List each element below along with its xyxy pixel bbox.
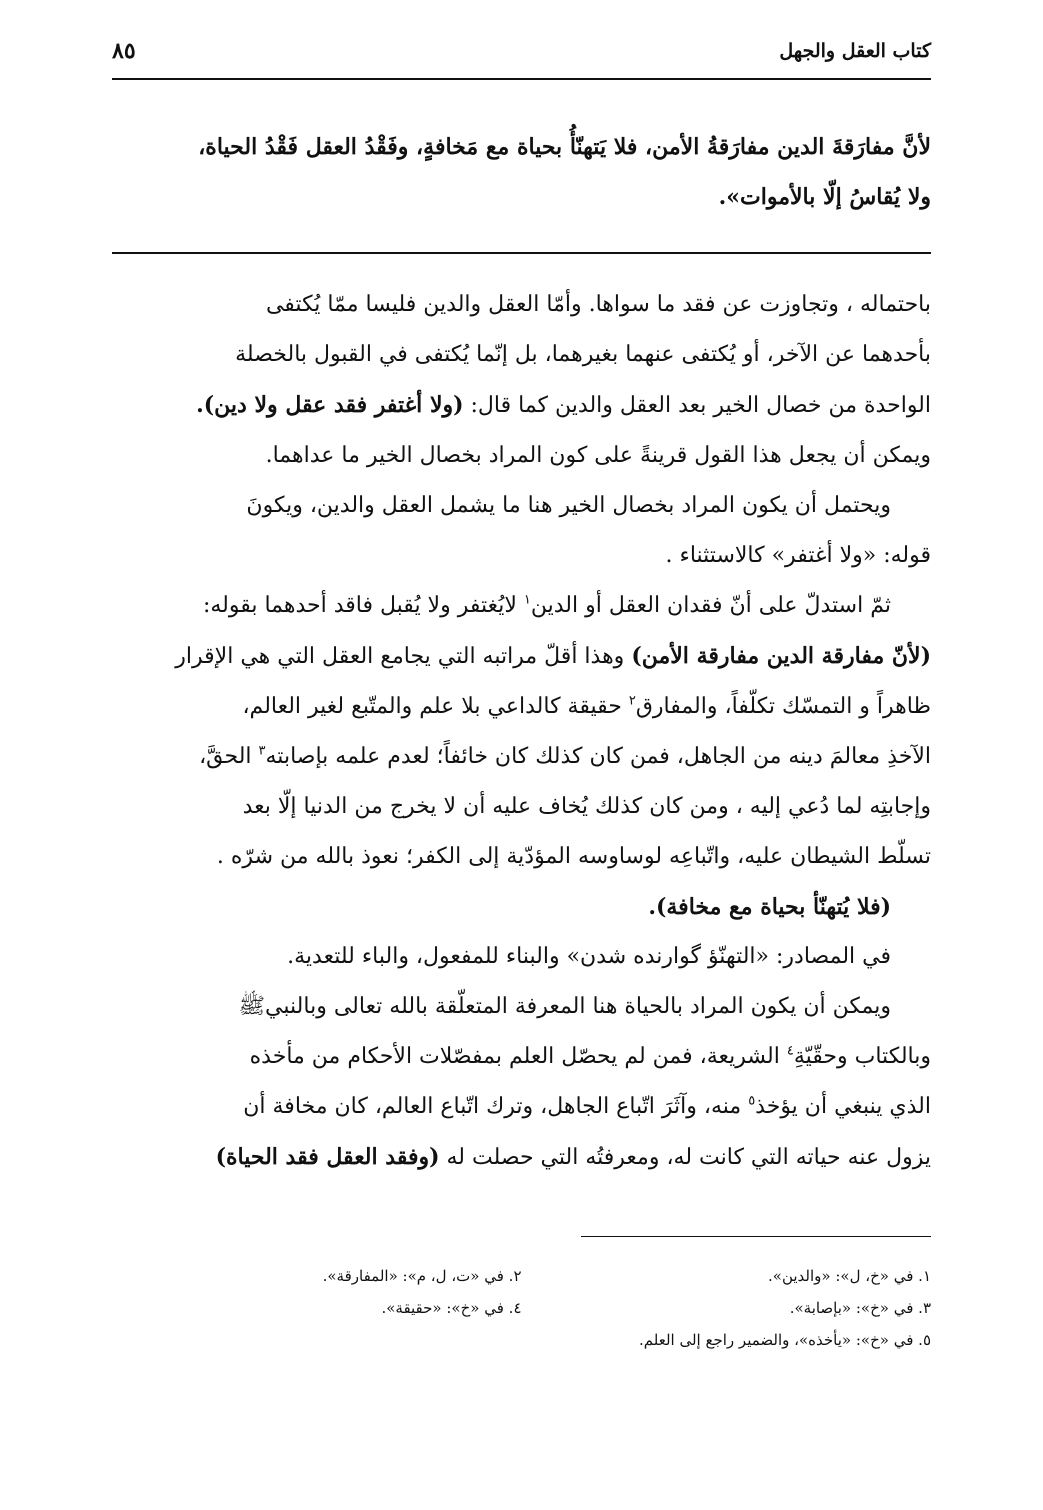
footnotes — [112, 1260, 931, 1356]
quoted-text: (وفقد العقل فقد الحياة) — [215, 1144, 440, 1170]
text-run: ثمّ استدلّ على أنّ فقدان العقل أو الدين — [530, 593, 891, 618]
commentary-line: ويمكن أن يكون المراد بالحياة هنا المعرفة المتعلّقة بالله تعالى وبالنبيﷺ — [238, 994, 891, 1019]
commentary-line — [112, 732, 931, 782]
footnote: ٣. في «خ»: «بإصابة». — [789, 1299, 931, 1317]
footnote: ٤. في «خ»: «حقيقة». — [381, 1299, 522, 1317]
text-run: لايُغتفر ولا يُقبل فاقد أحدهما بقوله: — [202, 593, 524, 618]
text-run: الذي ينبغي أن يؤخذ — [755, 1094, 931, 1119]
page-number: ٨٥ — [112, 38, 136, 64]
commentary-line: ويحتمل أن يكون المراد بخصال الخير هنا ما يشمل العقل والدين، ويكونَ — [246, 493, 891, 518]
text-run: يزول عنه حياته التي كانت له، ومعرفتُه التي حصلت له — [439, 1145, 931, 1170]
quoted-text: (ولا أغتفر فقد عقل ولا دين). — [196, 392, 464, 418]
quoted-text: (فلا يُتهنّأ بحياة مع مخافة). — [648, 894, 891, 920]
quoted-text: (لأنّ مفارقة الدين مفارقة الأمن) — [631, 643, 931, 669]
commentary-line — [112, 380, 931, 431]
text-run: الشريعة، فمن لم يحصّل العلم بمفصّلات الأحكام من مأخذه — [249, 1044, 787, 1069]
footnote-ref: ٥ — [748, 1093, 756, 1109]
text-run: وهذا أقلّ مراتبه التي يجامع العقل التي هي الإقرار — [175, 644, 632, 669]
hadith-line: ولا يُقاسُ إلّا بالأموات». — [718, 184, 931, 210]
commentary-line — [112, 1032, 931, 1082]
footnote-ref: ١ — [523, 592, 531, 608]
section-divider — [112, 252, 931, 254]
text-run: حقيقة كالداعي بلا علم والمتّبع لغير العالم، — [242, 694, 629, 719]
commentary-line — [112, 1082, 931, 1132]
header-rule — [112, 78, 931, 80]
commentary-line: ويمكن أن يجعل هذا القول قرينةً على كون المراد بخصال الخير ما عداهما. — [265, 443, 931, 468]
footnote-ref: ٤ — [786, 1043, 794, 1059]
commentary-line: وإجابتِه لما دُعي إليه ، ومن كان كذلك يُخاف عليه أن لا يخرج من الدنيا إلّا بعد — [242, 794, 931, 819]
commentary-line — [112, 631, 931, 682]
text-run: الواحدة من خصال الخير بعد العقل والدين كما قال: — [463, 393, 931, 418]
text-run: ظاهراً و التمسّك تكلّفاً، والمفارق — [635, 694, 931, 719]
footnote: ٥. في «خ»: «يأخذه»، والضمير راجع إلى العلم. — [639, 1331, 931, 1349]
footnote: ٢. في «ت، ل، م»: «المفارقة». — [322, 1267, 522, 1285]
commentary-line: بأحدهما عن الآخر، أو يُكتفى عنهما بغيرهما، بل إنّما يُكتفى في القبول بالخصلة — [235, 342, 931, 367]
running-title: كتاب العقل والجهل — [779, 40, 931, 62]
text-run: منه، وآثَرَ اتّباع الجاهل، وترك اتّباع العالم، كان مخافة أن — [243, 1094, 749, 1119]
footnote-row — [112, 1260, 931, 1292]
commentary-line — [112, 581, 931, 631]
footnote-row — [112, 1324, 931, 1356]
commentary-line: قوله: «ولا أغتفر» كالاستثناء . — [665, 543, 931, 568]
hadith-line: لأنَّ مفارَقةَ الدين مفارَقةُ الأمن، فلا يَتهنّأُ بحياة مع مَخافةٍ، وفَقْدُ العقل فَقْدُ الحياة، — [198, 134, 931, 160]
footnote: ١. في «خ، ل»: «والدين». — [768, 1267, 931, 1285]
footnote-ref: ٣ — [258, 743, 266, 759]
commentary-line — [112, 682, 931, 732]
footnote-rule — [581, 1236, 931, 1237]
commentary-line: باحتماله ، وتجاوزت عن فقد ما سواها. وأمّا العقل والدين فليسا ممّا يُكتفى — [265, 292, 931, 317]
hadith-text — [112, 122, 931, 222]
text-run: الآخذِ معالمَ دينه من الجاهل، فمن كان كذلك كان خائفاً؛ لعدم علمه بإصابته — [265, 744, 931, 769]
commentary-line — [112, 1132, 931, 1183]
commentary-text — [112, 280, 931, 1183]
text-run: الحقَّ، — [199, 744, 259, 769]
commentary-line: في المصادر: «التهنّؤ گوارنده شدن» والبناء للمفعول، والباء للتعدية. — [287, 944, 891, 969]
text-run: وبالكتاب وحقّيّةِ — [793, 1044, 931, 1069]
commentary-line: تسلّط الشيطان عليه، واتّباعِه لوساوسه المؤدّية إلى الكفر؛ نعوذ بالله من شرّه . — [216, 844, 931, 869]
footnote-row — [112, 1292, 931, 1324]
footnote-ref: ٢ — [628, 693, 636, 709]
